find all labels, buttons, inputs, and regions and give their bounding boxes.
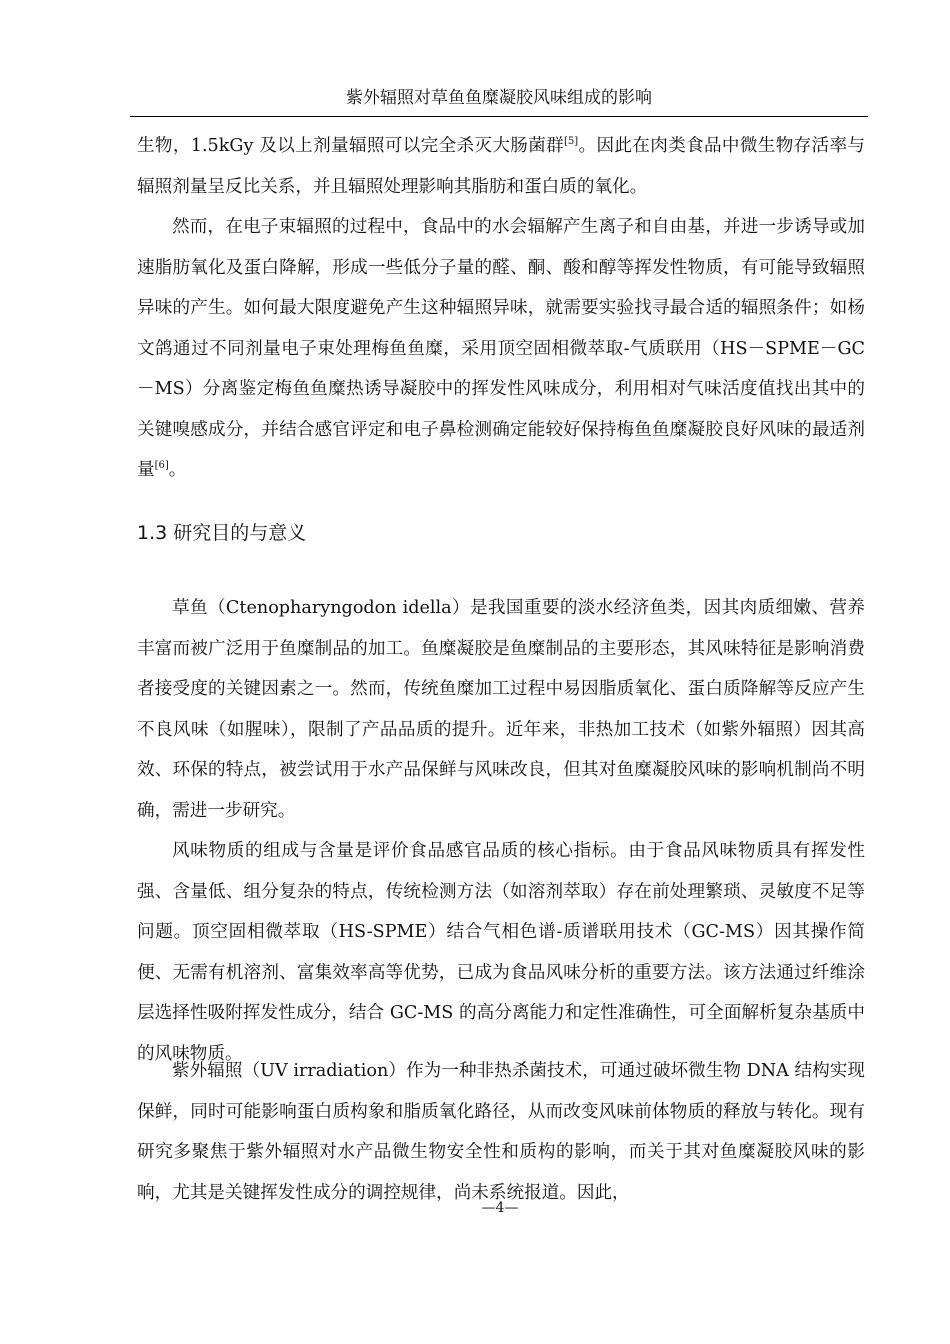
paragraph-1-tail: 。因此在肉类食品中微生物存活率与辐照剂量呈反比关系，并且辐照处理影响其脂肪和蛋白质的氧化。	[137, 136, 865, 197]
paragraph-2-tail: 。	[168, 460, 187, 480]
page-number: —4—	[481, 1200, 519, 1216]
paragraph-5: 紫外辐照（UV irradiation）作为一种非热杀菌技术，可通过破坏微生物 DNA 结构实现保鲜，同时可能影响蛋白质构象和脂质氧化路径，从而改变风味前体物质的释放与转化。现有研究多聚焦于紫外辐照对水产品微生物安全性和质构的影响，而关于其对鱼糜凝胶风味的影响，尤其是关键挥发性成分的调控规律，尚未系统报道。因此，	[137, 1061, 865, 1203]
header-rule	[130, 116, 868, 117]
paragraph-1	[137, 126, 865, 207]
citation-6[interactable]: [6]	[154, 460, 169, 471]
paragraph-2	[137, 207, 865, 491]
paragraph-1-text: 生物，1.5kGy 及以上剂量辐照可以完全杀灭大肠菌群	[137, 136, 565, 156]
citation-5[interactable]: [5]	[564, 136, 579, 147]
paragraph-2-text: 然而，在电子束辐照的过程中，食品中的水会辐解产生离子和自由基，并进一步诱导或加速脂肪氧化及蛋白降解，形成一些低分子量的醛、酮、酸和醇等挥发性物质，有可能导致辐照异味的产生。如何最大限度避免产生这种辐照异味，就需要实验找寻最合适的辐照条件；如杨文鸽通过不同剂量电子束处理梅鱼鱼糜，采用顶空固相微萃取-气质联用（HS－SPME－GC－MS）分离鉴定梅鱼鱼糜热诱导凝胶中的挥发性风味成分，利用相对气味活度值找出其中的关键嗅感成分，并结合感官评定和电子鼻检测确定能较好保持梅鱼鱼糜凝胶良好风味的最适剂量	[137, 217, 865, 480]
paragraph-3: 草鱼（Ctenopharyngodon idella）是我国重要的淡水经济鱼类，因其肉质细嫩、营养丰富而被广泛用于鱼糜制品的加工。鱼糜凝胶是鱼糜制品的主要形态，其风味特征是影响消费者接受度的关键因素之一。然而，传统鱼糜加工过程中易因脂质氧化、蛋白质降解等反应产生不良风味（如腥味），限制了产品品质的提升。近年来，非热加工技术（如紫外辐照）因其高效、环保的特点，被尝试用于水产品保鲜与风味改良，但其对鱼糜凝胶风味的影响机制尚不明确，需进一步研究。	[137, 598, 865, 821]
running-header-title: 紫外辐照对草鱼鱼糜凝胶风味组成的影响	[346, 88, 652, 108]
section-heading: 1.3 研究目的与意义	[137, 522, 307, 544]
paragraph-4: 风味物质的组成与含量是评价食品感官品质的核心指标。由于食品风味物质具有挥发性强、含量低、组分复杂的特点，传统检测方法（如溶剂萃取）存在前处理繁琐、灵敏度不足等问题。顶空固相微萃取（HS-SPME）结合气相色谱-质谱联用技术（GC-MS）因其操作简便、无需有机溶剂、富集效率高等优势，已成为食品风味分析的重要方法。该方法通过纤维涂层选择性吸附挥发性成分，结合 GC-MS 的高分离能力和定性准确性，可全面解析复杂基质中的风味物质。	[137, 841, 865, 1064]
